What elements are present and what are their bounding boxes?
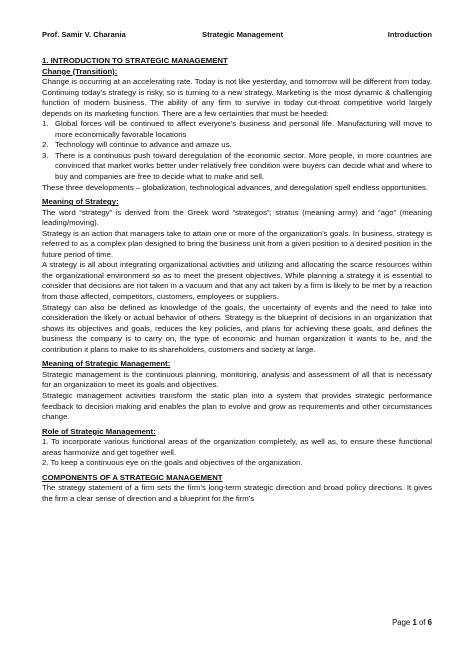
paragraph: A strategy is all about integrating organizational activities and utilizing and allocating the scarce resources within the organizational environment so as to meet the present objectives. While planning a strategy it is essential to consider that decisions are not taken in a vacuum and that any act taken by a firm is likely to be met by a reaction from those affected, competitors, customers, employees or suppliers. xyxy=(42,260,432,302)
list-item xyxy=(42,151,432,183)
footer-current-page: 1 xyxy=(412,618,417,627)
list-number: 3. xyxy=(42,150,49,160)
paragraph: Strategy is an action that managers take to attain one or more of the organization’s goals. In business, strategy is referred to as a complex plan designed to bring the business unit from a given position to a desired position in the future period of time. xyxy=(42,228,432,259)
page-footer xyxy=(392,618,432,627)
paragraph: Strategy can also be defined as knowledge of the goals, the uncertainty of events and the need to take into consideration the likely or actual behavior of others. Strategy is the blueprint of decisions in an organization that shows its objectives and goals, reduces the key policies, and plans for achieving these goals, and defines the business the company is to carry on, the type of economic and human organization it wants to be, and the contribution it plans to make to its shareholders, customers and society at large. xyxy=(42,302,432,354)
page-header xyxy=(42,30,432,42)
header-subject: Strategic Management xyxy=(202,30,284,39)
heading-change: Change (Transition): xyxy=(42,66,118,76)
certainties-list xyxy=(42,119,432,182)
list-item-text: Technology will continue to advance and amaze us. xyxy=(55,140,232,150)
paragraph: Strategic management activities transform the static plan into a system that provides strategic performance feedback to decision making and enables the plan to evolve and grow as requirements and other circumstances change. xyxy=(42,390,432,422)
header-author: Prof. Samir V. Charania xyxy=(42,30,126,39)
list-item xyxy=(42,140,432,151)
paragraph: 2. To keep a continuous eye on the goals and objectives of the organization. xyxy=(42,458,303,468)
list-item xyxy=(42,119,432,140)
page-content xyxy=(42,56,432,504)
header-section: Introduction xyxy=(387,30,432,39)
paragraph: These three developments – globalization, technological advances, and deregulation spell endless opportunities. xyxy=(42,182,429,192)
paragraph: The strategy statement of a firm sets the firm’s long-term strategic direction and broad policy directions. It gives the firm a clear sense of direction and a blueprint for the firm’s xyxy=(42,483,432,503)
paragraph: Strategic management is the continuous planning, monitoring, analysis and assessment of all that is necessary for an organization to meet its goals and objectives. xyxy=(42,369,432,390)
paragraph: The word “strategy” is derived from the Greek word “strategos”; stratus (meaning army) and “ago” (meaning leading/moving). xyxy=(42,207,432,228)
heading-components: COMPONENTS OF A STRATEGIC MANAGEMENT xyxy=(42,472,223,482)
heading-meaning-of-strategic-management: Meaning of Strategic Management: xyxy=(42,359,171,369)
list-item-text: There is a continuous push toward deregulation of the economic sector. More people, in more countries are convinced that market works better under relatively free condition were buyers can decide what and where to buy and companies are free to decide what to make and sell. xyxy=(55,150,432,182)
paragraph: Change is occurring at an accelerating rate. Today is not like yesterday, and tomorrow will be different from today. Continuing today’s strategy is risky, so is turning to a new strategy. Marketing is the most dynamic & challenging function of modern business. The ability of any firm to survive in today cut-throat competitive world largely depends on its marketing function. There are a few certainties that must be heeded: xyxy=(42,77,432,118)
footer-page-word: Page xyxy=(392,618,411,627)
footer-of-word: of xyxy=(418,618,426,627)
list-number: 1. xyxy=(42,119,49,129)
heading-meaning-of-strategy: Meaning of Strategy: xyxy=(42,197,119,207)
list-item-text: Global forces will be continued to affect everyone’s business and personal life. Manufacturing will move to more economically favorable locations xyxy=(55,119,432,139)
paragraph: 1. To incorporate various functional areas of the organization completely, as well as, to ensure these functional areas harmonize and get together well. xyxy=(42,437,432,457)
document-title: 1. INTRODUCTION TO STRATEGIC MANAGEMENT xyxy=(42,56,228,65)
list-number: 2. xyxy=(42,140,49,150)
heading-role-of-strategic-management: Role of Strategic Management: xyxy=(42,426,156,436)
footer-total-pages: 6 xyxy=(427,618,432,627)
